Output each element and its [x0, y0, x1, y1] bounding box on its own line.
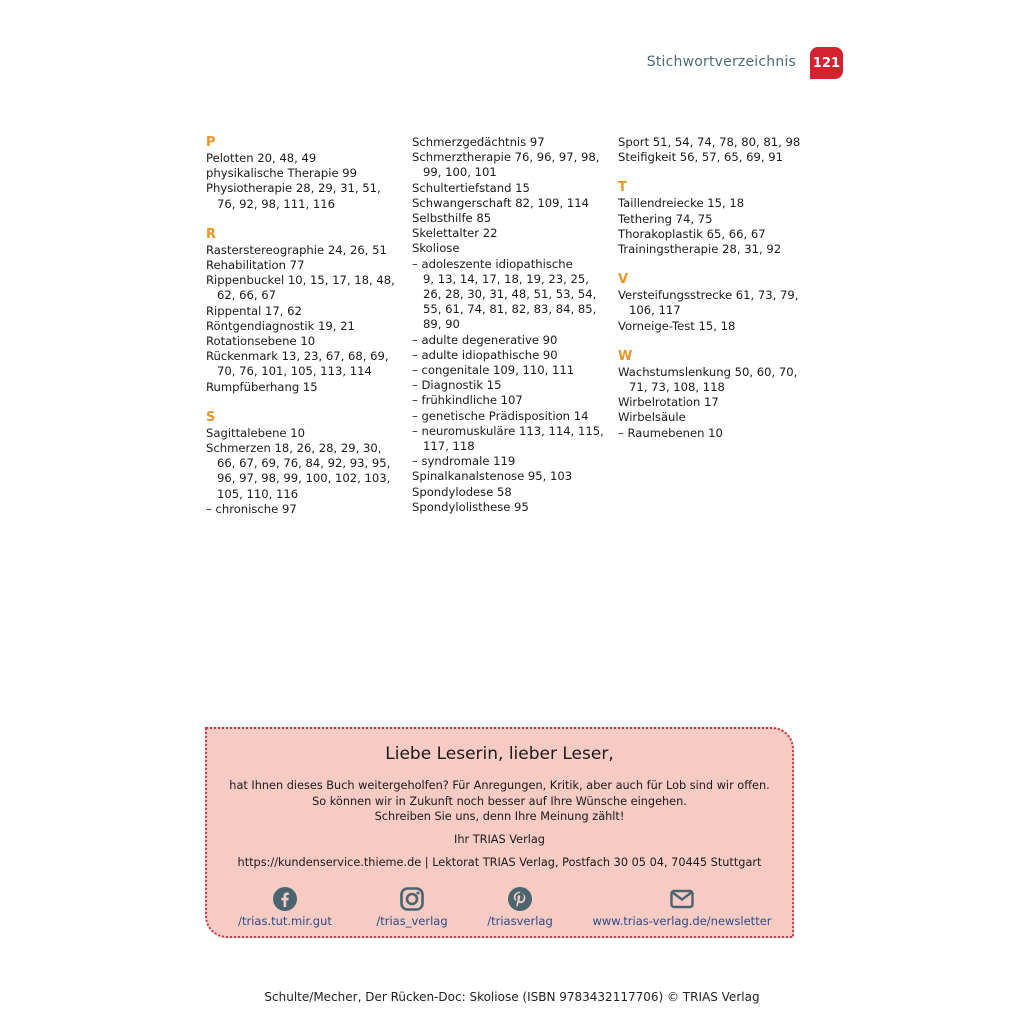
index-entry: Selbsthilfe 85 [412, 211, 492, 226]
section-title: Stichwortverzeichnis [646, 54, 796, 70]
index-entry: – congenitale 109, 110, 111 [412, 363, 575, 378]
newsletter-link[interactable] [587, 887, 777, 928]
index-entry: – syndromale 119 [412, 454, 516, 469]
index-entry: Taillendreiecke 15, 18 [618, 196, 745, 211]
index-entry: Röntgendiagnostik 19, 21 [206, 318, 355, 333]
pinterest-link[interactable] [470, 887, 570, 928]
index-entry: Sagittalebene 10 [206, 425, 306, 440]
index-entry: Rippental 17, 62 [206, 303, 302, 318]
index-entry: – Diagnostik 15 [412, 378, 502, 393]
index-entry: Schmerzen 18, 26, 28, 29, 30, [206, 441, 382, 456]
index-letter-heading: W [618, 348, 633, 364]
index-entry: 99, 100, 101 [423, 165, 497, 180]
box-text-line-1: hat Ihnen dieses Buch weitergeholfen? Für Anregungen, Kritik, aber auch für Lob sind wir offen. [229, 779, 770, 792]
index-entry: – adulte degenerative 90 [412, 332, 558, 347]
index-column-1 [206, 135, 406, 517]
index-entry: 71, 73, 108, 118 [629, 380, 725, 395]
index-entry: Pelotten 20, 48, 49 [206, 151, 317, 165]
index-entry: Trainingstherapie 28, 31, 92 [618, 242, 782, 257]
index-spacer [206, 212, 406, 227]
index-letter-heading: R [206, 226, 217, 242]
index-spacer [206, 395, 406, 410]
box-text-line-2: So können wir in Zukunft noch besser auf Ihre Wünsche eingehen. [312, 795, 687, 808]
instagram-handle[interactable]: /trias_verlag [376, 914, 448, 928]
index-entry: Rasterstereographie 24, 26, 51 [206, 242, 387, 257]
box-contact: https://kundenservice.thieme.de | Lektorat TRIAS Verlag, Postfach 30 05 04, 70445 Stuttgart [237, 856, 762, 869]
index-entry: 96, 97, 98, 99, 100, 102, 103, [217, 471, 391, 486]
page-number-badge: 121 [810, 47, 843, 79]
facebook-icon [273, 887, 297, 911]
index-entry: 9, 13, 14, 17, 18, 19, 23, 25, [423, 271, 589, 286]
index-entry: – genetische Prädisposition 14 [412, 408, 589, 423]
index-entry: Rippenbuckel 10, 15, 17, 18, 48, [206, 273, 395, 288]
page-footer: Schulte/Mecher, Der Rücken-Doc: Skoliose (ISBN 9783432117706) © TRIAS Verlag [264, 990, 760, 1004]
index-entry: Steifigkeit 56, 57, 65, 69, 91 [618, 150, 784, 165]
index-spacer [618, 334, 818, 349]
index-spacer [618, 257, 818, 272]
index-entry: 76, 92, 98, 111, 116 [217, 196, 335, 211]
index-entry: Schwangerschaft 82, 109, 114 [412, 195, 590, 210]
index-letter-heading: T [618, 180, 627, 196]
index-entry: Rehabilitation 77 [206, 258, 305, 273]
index-entry: Vorneige-Test 15, 18 [618, 318, 736, 333]
index-entry: Rotationsebene 10 [206, 334, 316, 349]
index-entry: 66, 67, 69, 76, 84, 92, 93, 95, [217, 456, 391, 471]
newsletter-url[interactable]: www.trias-verlag.de/newsletter [592, 914, 772, 928]
index-entry: Versteifungsstrecke 61, 73, 79, [618, 288, 799, 303]
index-entry: 26, 28, 30, 31, 48, 51, 53, 54, [423, 287, 597, 302]
index-entry: – Raumebenen 10 [618, 425, 723, 440]
index-entry: – chronische 97 [206, 501, 297, 516]
index-entry: Sport 51, 54, 74, 78, 80, 81, 98 [618, 135, 801, 149]
index-entry: Wachstumslenkung 50, 60, 70, [618, 364, 798, 379]
index-entry: 89, 90 [423, 317, 460, 332]
index-entry: physikalische Therapie 99 [206, 166, 358, 181]
index-entry: Schmerztherapie 76, 96, 97, 98, [412, 150, 600, 165]
instagram-link[interactable] [362, 887, 462, 928]
index-entry: Rückenmark 13, 23, 67, 68, 69, [206, 349, 389, 364]
pinterest-handle[interactable]: /triasverlag [487, 914, 553, 928]
facebook-handle[interactable]: /trias.tut.mir.gut [238, 914, 332, 928]
index-column-2 [412, 135, 612, 515]
index-entry: 55, 61, 74, 81, 82, 83, 84, 85, [423, 302, 597, 317]
index-entry: Skoliose [412, 241, 460, 256]
index-entry: 105, 110, 116 [217, 486, 299, 501]
index-letter-heading: V [618, 272, 629, 288]
index-letter-heading: P [206, 135, 216, 150]
index-entry: 117, 118 [423, 439, 475, 454]
index-entry: Wirbelrotation 17 [618, 395, 719, 410]
instagram-icon [400, 887, 424, 911]
index-entry: Physiotherapie 28, 29, 31, 51, [206, 181, 381, 196]
index-column-3 [618, 135, 818, 441]
facebook-link[interactable] [235, 887, 335, 928]
index-entry: Thorakoplastik 65, 66, 67 [618, 226, 766, 241]
index-entry: Tethering 74, 75 [618, 211, 713, 226]
index-spacer [618, 165, 818, 180]
index-entry: – adulte idiopathische 90 [412, 347, 558, 362]
box-title: Liebe Leserin, lieber Leser, [385, 744, 614, 764]
index-entry: 70, 76, 101, 105, 113, 114 [217, 364, 372, 379]
index-entry: Spinalkanalstenose 95, 103 [412, 469, 573, 484]
index-entry: Spondylodese 58 [412, 484, 512, 499]
index-entry: – adoleszente idiopathische [412, 256, 573, 271]
index-entry: Schultertiefstand 15 [412, 180, 530, 195]
index-entry: – neuromuskuläre 113, 114, 115, [412, 423, 604, 438]
index-entry: Schmerzgedächtnis 97 [412, 135, 545, 149]
pinterest-icon [508, 887, 532, 911]
index-entry: 62, 66, 67 [217, 288, 276, 303]
index-entry: 106, 117 [629, 303, 681, 318]
box-text-line-3: Schreiben Sie uns, denn Ihre Meinung zählt! [374, 810, 625, 823]
index-entry: Rumpfüberhang 15 [206, 379, 318, 394]
index-entry: Wirbelsäule [618, 410, 686, 425]
mail-icon [670, 887, 694, 911]
index-entry: Skelettalter 22 [412, 226, 498, 241]
reader-feedback-box [205, 727, 794, 938]
index-entry: – frühkindliche 107 [412, 393, 523, 408]
index-entry: Spondylolisthese 95 [412, 499, 529, 514]
index-letter-heading: S [206, 409, 216, 425]
box-signature: Ihr TRIAS Verlag [454, 833, 545, 846]
